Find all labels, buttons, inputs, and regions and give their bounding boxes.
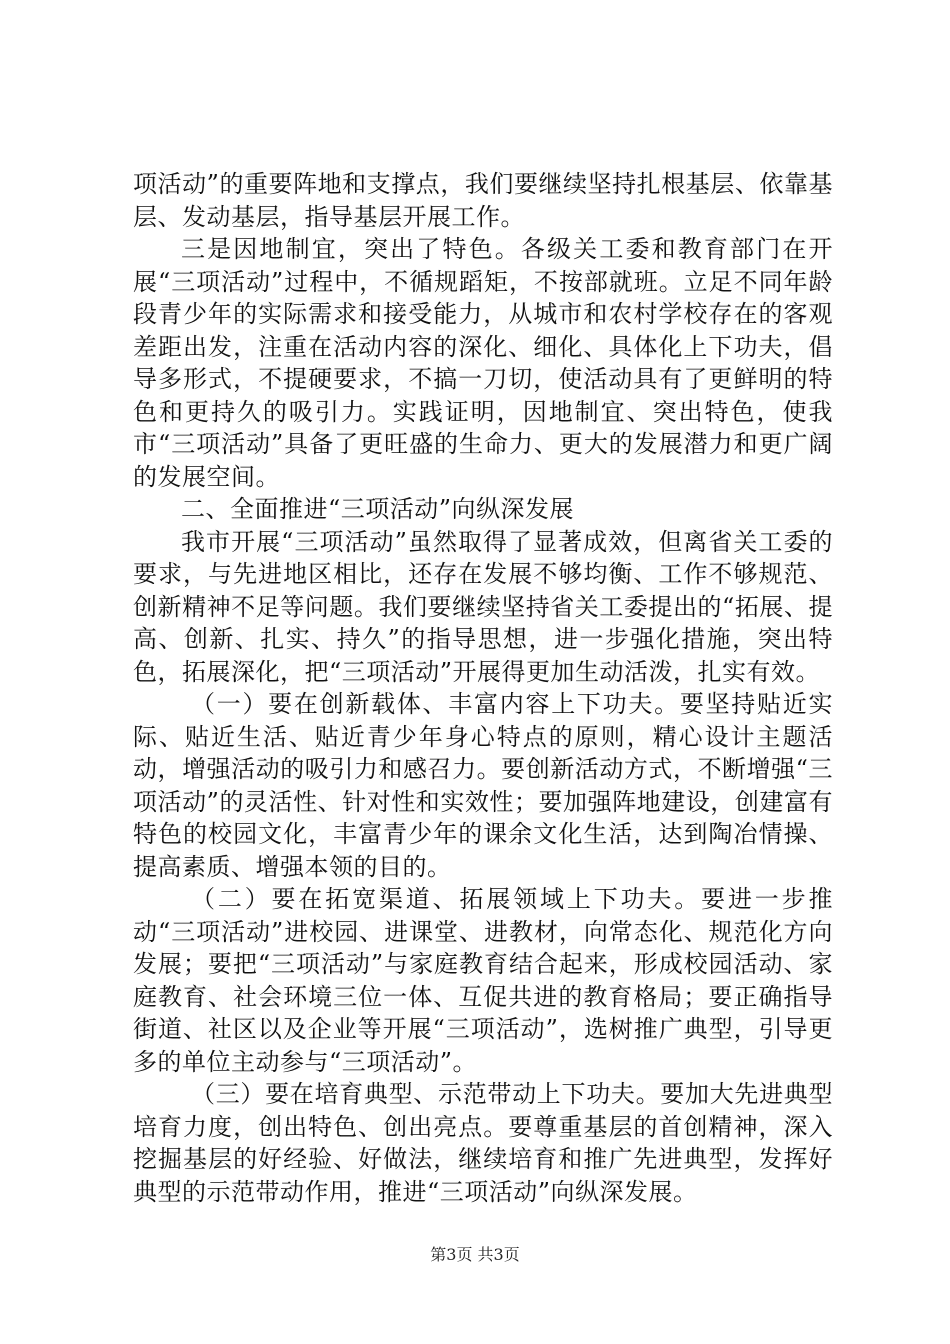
paragraph-point-three: 三是因地制宜，突出了特色。各级关工委和教育部门在开展“三项活动”过程中，不循规蹈矩，不按部就班。立足不同年龄段青少年的实际需求和接受能力，从城市和农村学校存在的客观差距出发，注重在活动内容的深化、细化、具体化上下功夫，倡导多形式，不提硬要求，不搞一刀切，使活动具有了更鲜明的特色和更持久的吸引力。实践证明，因地制宜、突出特色，使我市“三项活动”具备了更旺盛的生命力、更大的发展潜力和更广阔的发展空间。 <box>133 235 833 491</box>
paragraph-item-three: （三）要在培育典型、示范带动上下功夫。要加大先进典型培育力度，创出特色、创出亮点。要尊重基层的首创精神，深入挖掘基层的好经验、好做法，继续培育和推广先进典型，发挥好典型的示范带动作用，推进“三项活动”向纵深发展。 <box>133 1080 833 1206</box>
document-body <box>133 168 833 1208</box>
paragraph-item-two: （二）要在拓宽渠道、拓展领域上下功夫。要进一步推动“三项活动”进校园、进课堂、进教材，向常态化、规范化方向发展；要把“三项活动”与家庭教育结合起来，形成校园活动、家庭教育、社会环境三位一体、互促共进的教育格局；要正确指导街道、社区以及企业等开展“三项活动”，选树推广典型，引导更多的单位主动参与“三项活动”。 <box>133 885 833 1076</box>
paragraph-section-intro: 我市开展“三项活动”虽然取得了显著成效，但离省关工委的要求，与先进地区相比，还存在发展不够均衡、工作不够规范、创新精神不足等问题。我们要继续坚持省关工委提出的“拓展、提高、创新、扎实、持久”的指导思想，进一步强化措施，突出特色，拓展深化，把“三项活动”开展得更加生动活泼，扎实有效。 <box>133 527 833 686</box>
paragraph-item-one: （一）要在创新载体、丰富内容上下功夫。要坚持贴近实际、贴近生活、贴近青少年身心特点的原则，精心设计主题活动，增强活动的吸引力和感召力。要创新活动方式，不断增强“三项活动”的灵活性、针对性和实效性；要加强阵地建设，创建富有特色的校园文化，丰富青少年的课余文化生活，达到陶冶情操、提高素质、增强本领的目的。 <box>133 690 833 881</box>
page-number-footer: 第3页 共3页 <box>430 1245 520 1264</box>
section-heading-two: 二、全面推进“三项活动”向纵深发展 <box>181 495 575 523</box>
paragraph-continuation: 项活动”的重要阵地和支撑点，我们要继续坚持扎根基层、依靠基层、发动基层，指导基层开展工作。 <box>133 170 833 231</box>
